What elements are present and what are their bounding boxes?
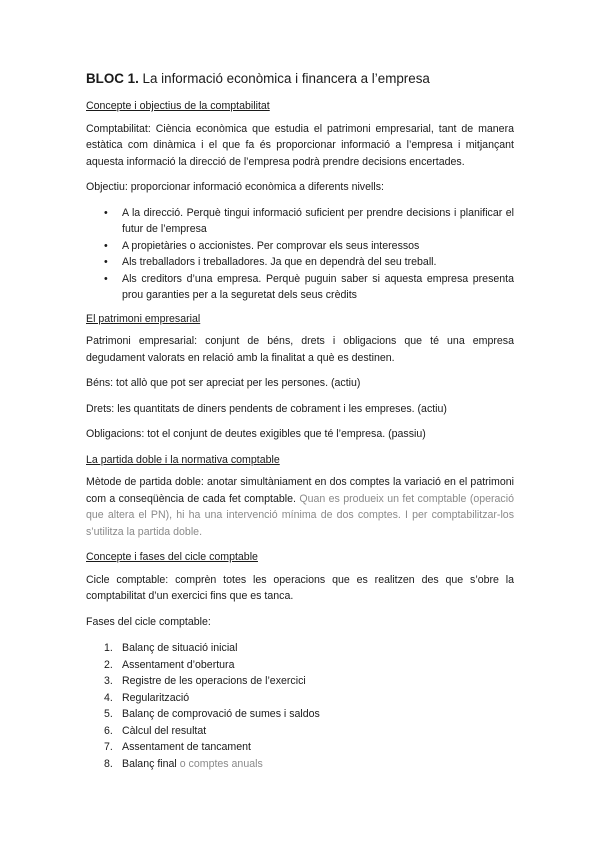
list-item: • Als creditors d’una empresa. Perquè puguin saber si aquesta empresa presenta prou garanties per a la seguretat dels seus crèdits (122, 271, 514, 304)
list-item: • A la direcció. Perquè tingui informació suficient per prendre decisions i planificar el futur de l’empresa (122, 205, 514, 238)
paragraph-drets: Drets: les quantitats de diners pendents de cobrament i les empreses. (actiu) (86, 402, 447, 415)
list-item (104, 657, 514, 674)
paragraph-partida-doble (86, 474, 514, 540)
objectives-list (86, 205, 514, 304)
section-heading-cicle: Concepte i fases del cicle comptable (86, 551, 258, 563)
step-text: Regularització (122, 691, 190, 704)
partida-doble-note: Quan es produeix un fet comptable (operació que altera el PN), hi ha una intervenció mínima de dos comptes. I per comptabilitzar-los s’utilitza la partida doble. (86, 492, 514, 538)
list-item (104, 756, 514, 773)
section-heading-partida-doble: La partida doble i la normativa comptable (86, 453, 280, 466)
step-number: 2. (104, 658, 113, 671)
list-item (104, 673, 514, 690)
paragraph-comptabilitat: Comptabilitat: Ciència econòmica que estudia el patrimoni empresarial, tant de manera estàtica com dinàmica i el que fa és proporcionar informació a l’empresa i mitjançant aquesta informació la direcció de l’empresa podrà prendre decisions encertades. (86, 122, 514, 168)
step-number: 4. (104, 691, 113, 704)
list-item (104, 640, 514, 657)
document-title (86, 70, 514, 88)
list-item: • Als treballadors i treballadores. Ja que en dependrà del seu treball. (122, 254, 514, 271)
step-number: 6. (104, 724, 113, 737)
paragraph-obligacions: Obligacions: tot el conjunt de deutes exigibles que té l’empresa. (passiu) (86, 428, 426, 440)
phases-list (86, 640, 514, 772)
step-number: 1. (104, 642, 113, 654)
step-number: 8. (104, 757, 113, 770)
partida-doble-definition: Mètode de partida doble: anotar simultàniament en dos comptes la variació en el patrimoni com a conseqüència de cada fet comptable. (86, 476, 514, 505)
step-text: Balanç de comprovació de sumes i saldos (122, 708, 320, 720)
list-item (104, 723, 514, 740)
step-number: 5. (104, 708, 113, 720)
title-rest: La informació econòmica i financera a l’empresa (138, 71, 430, 86)
paragraph-cicle: Cicle comptable: comprèn totes les operacions que es realitzen des que s’obre la comptabilitat d’un exercici fins que es tanca. (86, 573, 514, 602)
step-number: 7. (104, 741, 113, 753)
step-text: Assentament d’obertura (122, 658, 235, 671)
step-text: Balanç final (122, 757, 180, 770)
paragraph-objectiu: Objectiu: proporcionar informació econòmica a diferents nivells: (86, 181, 384, 193)
section-heading-patrimoni: El patrimoni empresarial (86, 312, 201, 325)
paragraph-fases: Fases del cicle comptable: (86, 615, 211, 628)
step-text: Càlcul del resultat (122, 724, 207, 737)
step-text: Registre de les operacions de l’exercici (122, 675, 306, 687)
section-heading-comptabilitat: Concepte i objectius de la comptabilitat (86, 100, 270, 112)
step-number: 3. (104, 675, 113, 687)
list-item: • A propietàries o accionistes. Per comprovar els seus interessos (122, 238, 514, 255)
list-item (104, 739, 514, 756)
paragraph-patrimoni: Patrimoni empresarial: conjunt de béns, drets i obligacions que té una empresa degudament valorats en relació amb la finalitat a què es destinen. (86, 335, 514, 364)
step-text: Assentament de tancament (122, 741, 251, 753)
step-text-note: o comptes anuals (179, 757, 263, 770)
list-item (104, 690, 514, 707)
title-bold: BLOC 1. (86, 71, 139, 86)
paragraph-bens: Béns: tot allò que pot ser apreciat per les persones. (actiu) (86, 377, 361, 389)
step-text: Balanç de situació inicial (122, 642, 238, 654)
list-item (104, 706, 514, 723)
